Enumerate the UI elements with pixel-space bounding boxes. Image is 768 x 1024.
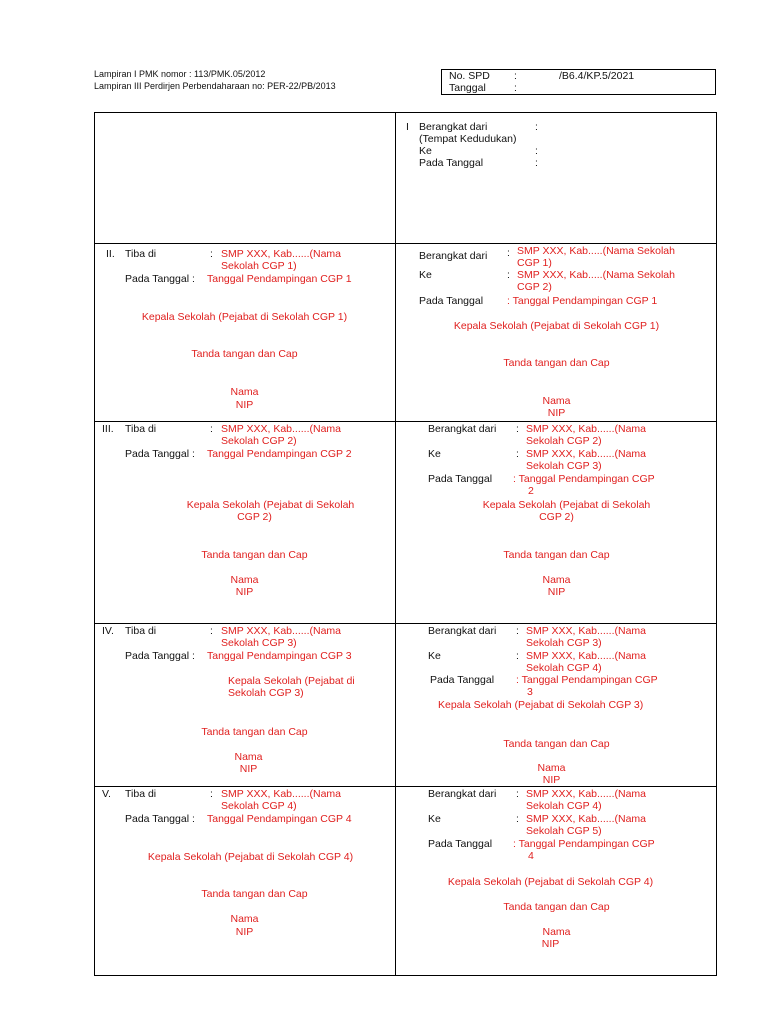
colon: : xyxy=(516,813,519,825)
pada-tanggal-value: Tanggal Pendampingan CGP 4 xyxy=(207,813,352,825)
nama-placeholder: Nama xyxy=(542,574,571,586)
row-divider-2 xyxy=(94,421,717,422)
pada-tanggal-value: : Tanggal Pendampingan CGP xyxy=(516,674,658,686)
pada-tanggal-value-cont: 3 xyxy=(527,686,533,698)
nama-placeholder: Nama xyxy=(230,574,259,586)
nama-placeholder: Nama xyxy=(230,913,259,925)
section-1-berangkat-label: Berangkat dari xyxy=(419,121,488,133)
pada-tanggal-label: Pada Tanggal : xyxy=(125,448,195,460)
ke-label: Ke xyxy=(428,448,441,460)
berangkat-value-cont: CGP 1) xyxy=(517,257,552,269)
nip-placeholder: NIP xyxy=(542,774,561,786)
signature-placeholder: Tanda tangan dan Cap xyxy=(201,726,308,738)
roman-numeral: II. xyxy=(106,248,115,260)
section-1-colon: : xyxy=(535,121,538,133)
kepala-sekolah-title: Kepala Sekolah (Pejabat di Sekolah CGP 3) xyxy=(438,699,644,711)
colon: : xyxy=(210,625,213,637)
kepala-sekolah-title: Kepala Sekolah (Pejabat di Sekolah CGP 1) xyxy=(453,320,660,332)
nip-placeholder: NIP xyxy=(547,586,566,598)
tiba-value-cont: Sekolah CGP 4) xyxy=(221,800,297,812)
colon: : xyxy=(507,269,510,281)
pada-tanggal-label: Pada Tanggal : xyxy=(125,813,195,825)
nip-placeholder: NIP xyxy=(235,399,254,411)
pada-tanggal-value: Tanggal Pendampingan CGP 1 xyxy=(207,273,352,285)
ke-value-cont: Sekolah CGP 5) xyxy=(526,825,602,837)
pada-tanggal-value-cont: 2 xyxy=(528,485,534,497)
nama-placeholder: Nama xyxy=(230,386,259,398)
berangkat-value: SMP XXX, Kab......(Nama xyxy=(526,423,647,435)
kepala-sekolah-title-cont: CGP 2) xyxy=(237,511,272,523)
pada-tanggal-value: Tanggal Pendampingan CGP 2 xyxy=(207,448,352,460)
kepala-sekolah-title: Kepala Sekolah (Pejabat di Sekolah CGP 1) xyxy=(141,311,348,323)
kepala-sekolah-title-cont: CGP 2) xyxy=(539,511,574,523)
row-divider-1 xyxy=(94,243,717,244)
spd-tanggal-colon: : xyxy=(514,82,517,94)
nama-placeholder: Nama xyxy=(537,762,566,774)
roman-numeral: V. xyxy=(102,788,111,800)
berangkat-label: Berangkat dari xyxy=(419,250,488,262)
ke-label: Ke xyxy=(419,269,432,281)
kepala-sekolah-title: Kepala Sekolah (Pejabat di Sekolah CGP 4) xyxy=(147,851,354,863)
pada-tanggal-label: Pada Tanggal xyxy=(419,295,484,307)
tiba-label: Tiba di xyxy=(125,423,157,435)
colon: : xyxy=(516,423,519,435)
tiba-label: Tiba di xyxy=(125,625,157,637)
colon: : xyxy=(210,423,213,435)
pada-tanggal-label: Pada Tanggal xyxy=(428,473,493,485)
signature-placeholder: Tanda tangan dan Cap xyxy=(201,888,308,900)
colon: : xyxy=(210,788,213,800)
signature-placeholder: Tanda tangan dan Cap xyxy=(503,357,610,369)
berangkat-label: Berangkat dari xyxy=(428,423,497,435)
ke-value: SMP XXX, Kab......(Nama xyxy=(526,813,647,825)
section-1-roman: I xyxy=(406,121,409,133)
tiba-label: Tiba di xyxy=(125,788,157,800)
ke-label: Ke xyxy=(428,813,441,825)
pada-tanggal-value: : Tanggal Pendampingan CGP xyxy=(513,473,655,485)
roman-numeral: III. xyxy=(102,423,114,435)
section-1-tempat-label: (Tempat Kedudukan) xyxy=(419,133,517,145)
spd-tanggal-label: Tanggal xyxy=(449,82,486,94)
nip-placeholder: NIP xyxy=(239,763,258,775)
tiba-value: SMP XXX, Kab......(Nama xyxy=(221,788,342,800)
colon: : xyxy=(516,788,519,800)
ke-value-cont: CGP 2) xyxy=(517,281,552,293)
tiba-label: Tiba di xyxy=(125,248,157,260)
nama-placeholder: Nama xyxy=(542,395,571,407)
berangkat-label: Berangkat dari xyxy=(428,788,497,800)
section-1-pada-label: Pada Tanggal xyxy=(419,157,484,169)
pada-tanggal-label: Pada Tanggal xyxy=(430,674,495,686)
berangkat-value: SMP XXX, Kab......(Nama xyxy=(526,625,647,637)
section-1-ke-label: Ke xyxy=(419,145,432,157)
signature-placeholder: Tanda tangan dan Cap xyxy=(503,738,610,750)
pada-tanggal-label: Pada Tanggal xyxy=(428,838,493,850)
pada-tanggal-value-cont: 4 xyxy=(528,850,534,862)
tiba-value-cont: Sekolah CGP 2) xyxy=(221,435,297,447)
pada-tanggal-value: : Tanggal Pendampingan CGP 1 xyxy=(507,295,658,307)
colon: : xyxy=(516,625,519,637)
colon: : xyxy=(507,247,510,259)
nip-placeholder: NIP xyxy=(547,407,566,419)
colon: : xyxy=(210,248,213,260)
tiba-value-cont: Sekolah CGP 1) xyxy=(221,260,297,272)
ke-value: SMP XXX, Kab.....(Nama Sekolah xyxy=(517,269,675,281)
ke-value-cont: Sekolah CGP 4) xyxy=(526,662,602,674)
ke-value-cont: Sekolah CGP 3) xyxy=(526,460,602,472)
signature-placeholder: Tanda tangan dan Cap xyxy=(191,348,298,360)
lampiran-header-line2: Lampiran III Perdirjen Perbendaharaan no: PER-22/PB/2013 xyxy=(94,81,336,91)
spd-no-value: /B6.4/KP.5/2021 xyxy=(559,70,635,82)
section-1-colon: : xyxy=(535,157,538,169)
berangkat-value: SMP XXX, Kab.....(Nama Sekolah xyxy=(517,245,675,257)
pada-tanggal-value: Tanggal Pendampingan CGP 3 xyxy=(207,650,352,662)
berangkat-value-cont: Sekolah CGP 2) xyxy=(526,435,602,447)
row-divider-3 xyxy=(94,623,717,624)
kepala-sekolah-title: Kepala Sekolah (Pejabat di Sekolah xyxy=(482,499,651,511)
nip-placeholder: NIP xyxy=(541,938,560,950)
nama-placeholder: Nama xyxy=(234,751,263,763)
spd-no-colon: : xyxy=(514,70,517,82)
pada-tanggal-label: Pada Tanggal : xyxy=(125,650,195,662)
kepala-sekolah-title: Kepala Sekolah (Pejabat di Sekolah xyxy=(186,499,355,511)
ke-value: SMP XXX, Kab......(Nama xyxy=(526,448,647,460)
roman-numeral: IV. xyxy=(102,625,114,637)
nama-placeholder: Nama xyxy=(542,926,571,938)
pada-tanggal-label: Pada Tanggal : xyxy=(125,273,195,285)
signature-placeholder: Tanda tangan dan Cap xyxy=(503,549,610,561)
tiba-value: SMP XXX, Kab......(Nama xyxy=(221,248,342,260)
nip-placeholder: NIP xyxy=(235,926,254,938)
section-1-colon: : xyxy=(535,145,538,157)
berangkat-value-cont: Sekolah CGP 4) xyxy=(526,800,602,812)
kepala-sekolah-title: Kepala Sekolah (Pejabat di xyxy=(228,675,355,687)
nip-placeholder: NIP xyxy=(235,586,254,598)
berangkat-label: Berangkat dari xyxy=(428,625,497,637)
tiba-value: SMP XXX, Kab......(Nama xyxy=(221,625,342,637)
colon: : xyxy=(516,650,519,662)
signature-placeholder: Tanda tangan dan Cap xyxy=(201,549,308,561)
berangkat-value-cont: Sekolah CGP 3) xyxy=(526,637,602,649)
lampiran-header-line1: Lampiran I PMK nomor : 113/PMK.05/2012 xyxy=(94,69,266,79)
kepala-sekolah-title: Kepala Sekolah (Pejabat di Sekolah CGP 4) xyxy=(447,876,654,888)
column-divider xyxy=(395,112,396,976)
berangkat-value: SMP XXX, Kab......(Nama xyxy=(526,788,647,800)
kepala-sekolah-title-cont: Sekolah CGP 3) xyxy=(228,687,304,699)
signature-placeholder: Tanda tangan dan Cap xyxy=(503,901,610,913)
tiba-value: SMP XXX, Kab......(Nama xyxy=(221,423,342,435)
pada-tanggal-value: : Tanggal Pendampingan CGP xyxy=(513,838,655,850)
ke-value: SMP XXX, Kab......(Nama xyxy=(526,650,647,662)
colon: : xyxy=(516,448,519,460)
spd-no-label: No. SPD xyxy=(449,70,490,82)
spd-number-box xyxy=(441,69,716,95)
tiba-value-cont: Sekolah CGP 3) xyxy=(221,637,297,649)
ke-label: Ke xyxy=(428,650,441,662)
